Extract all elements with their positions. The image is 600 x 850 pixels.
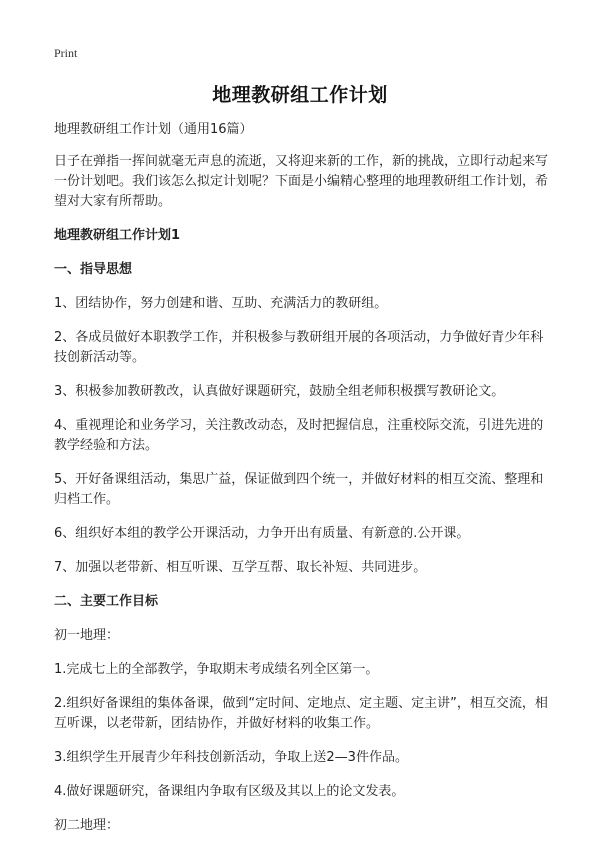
grade1-label: 初一地理： [54,628,120,643]
section-heading-main-goals: 二、主要工作目标 [54,594,159,609]
print-label[interactable]: Print [54,46,78,60]
list-item: 6、组织好本组的教学公开课活动，力争开出有质量、有新意的.公开课。 [54,526,470,541]
grade2-label: 初二地理： [54,818,120,833]
list-item: 3、积极参加教研教改，认真做好课题研究，鼓励全组老师积极撰写教研论文。 [54,384,505,399]
list-item: 2、各成员做好本职教学工作，并积极参与教研组开展的各项活动，力争做好青少年科技创新活动等。 [54,330,544,365]
intro-paragraph: 日子在弹指一挥间就毫无声息的流逝，又将迎来新的工作，新的挑战，立即行动起来写一份计划吧。我们该怎么拟定计划呢？下面是小编精心整理的地理教研组工作计划，希望对大家有所帮助。 [54,154,549,209]
list-item: 4.做好课题研究，备课组内争取有区级及其以上的论文发表。 [54,784,405,799]
document-subtitle: 地理教研组工作计划（通用16篇） [54,122,253,137]
list-item: 7、加强以老带新、相互听课、互学互帮、取长补短、共同进步。 [54,560,427,575]
list-item: 1.完成七上的全部教学，争取期末考成绩名列全区第一。 [54,662,379,677]
list-item: 3.组织学生开展青少年科技创新活动，争取上送2—3件作品。 [54,750,408,765]
document-title: 地理教研组工作计划 [212,84,388,106]
section-heading-guiding-ideology: 一、指导思想 [54,262,133,277]
document-body [54,120,554,850]
plan-heading: 地理教研组工作计划1 [54,228,181,243]
list-item: 2.组织好备课组的集体备课，做到“定时间、定地点、定主题、定主讲”，相互交流，相互听课，以老带新，团结协作，并做好材料的收集工作。 [54,696,548,731]
list-item: 4、重视理论和业务学习，关注教改动态，及时把握信息，注重校际交流，引进先进的教学经验和方法。 [54,418,544,453]
list-item: 5、开好备课组活动，集思广益，保证做到四个统一，并做好材料的相互交流、整理和归档工作。 [54,472,544,507]
list-item: 1、团结协作，努力创建和谐、互助、充满活力的教研组。 [54,296,388,311]
